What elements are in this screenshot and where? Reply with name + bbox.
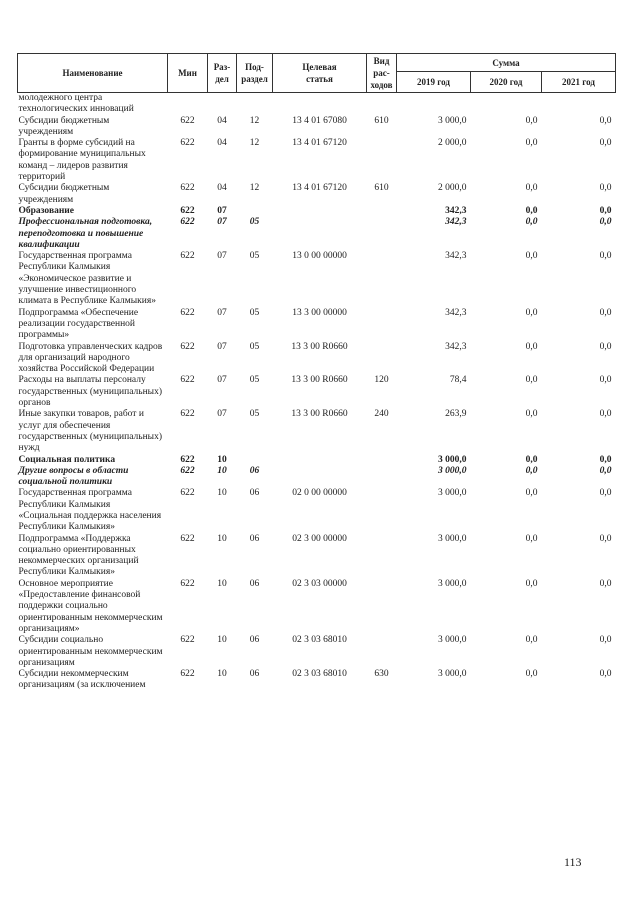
row-podrazdel: 05: [249, 251, 260, 262]
row-vid: [367, 635, 397, 669]
row-min: 622: [180, 251, 195, 262]
row-name: Государственная программа Республики Калмыкия «Экономическое развитие и улучшение инвестиционного климата в Республике Калмыкия»: [18, 251, 156, 307]
row-value-2019: 263,9: [445, 409, 467, 420]
row-value-2020: 0,0: [525, 488, 538, 499]
row-podrazdel: 12: [249, 115, 260, 126]
row-name: Образование: [18, 205, 74, 216]
header-razdel: Раз- дел: [208, 54, 237, 93]
row-value-2021: 0,0: [599, 138, 612, 149]
table-row: [18, 488, 616, 533]
row-target: 13 4 01 67080: [292, 115, 347, 126]
row-podrazdel: 12: [249, 138, 260, 149]
header-min: Мин: [168, 54, 208, 93]
header-name: Наименование: [18, 54, 168, 93]
row-name: Субсидии социально ориентированным некоммерческим организациям: [18, 635, 163, 668]
row-target: 13 0 00 00000: [292, 251, 347, 262]
row-razdel: 10: [217, 669, 227, 680]
row-min: 622: [180, 307, 195, 318]
row-min: 622: [180, 409, 195, 420]
row-min: 622: [180, 341, 195, 352]
row-value-2020: 0,0: [525, 454, 538, 465]
row-razdel: 10: [217, 635, 227, 646]
row-razdel: 04: [217, 115, 227, 126]
row-value-2019: 3 000,0: [438, 669, 467, 680]
row-value-2020: 0,0: [525, 251, 538, 262]
row-razdel: 10: [217, 488, 227, 499]
row-razdel: 10: [217, 533, 227, 544]
row-target: 13 4 01 67120: [292, 138, 347, 149]
row-podrazdel: 06: [249, 533, 260, 544]
table-row: [18, 669, 616, 692]
row-razdel: 07: [217, 341, 227, 352]
row-min: 622: [180, 488, 195, 499]
table-row: [18, 579, 616, 635]
row-vid: 630: [374, 669, 389, 680]
row-value-2019: 3 000,0: [438, 635, 467, 646]
budget-table: [17, 53, 616, 692]
row-target: [273, 93, 367, 116]
row-target: [273, 217, 367, 251]
row-value-2021: 0,0: [599, 307, 612, 318]
row-value-2020: 0,0: [525, 217, 538, 228]
row-podrazdel: 06: [249, 669, 260, 680]
row-vid: [367, 466, 397, 489]
row-razdel: 04: [217, 183, 227, 194]
row-razdel: 07: [217, 217, 227, 228]
row-name: Государственная программа Республики Калмыкия «Социальная поддержка населения Республики Калмыкия»: [18, 488, 162, 533]
row-name: Субсидии некоммерческим организациям (за исключением: [18, 669, 146, 691]
row-name: Другие вопросы в области социальной политики: [18, 465, 129, 488]
row-target: 02 3 03 68010: [292, 669, 347, 680]
header-summa: Сумма: [397, 54, 616, 72]
row-name: Расходы на выплаты персоналу государственных (муниципальных) органов: [18, 375, 162, 409]
row-min: 622: [180, 669, 195, 680]
row-podrazdel: 05: [249, 341, 260, 352]
row-name: Основное мероприятие «Предоставление финансовой поддержки социально ориентированным некоммерческим организациям»: [18, 578, 163, 634]
row-value-2021: 0,0: [599, 578, 612, 589]
row-value-2020: 0,0: [525, 375, 538, 386]
header-2020: 2020 год: [471, 72, 542, 93]
row-value-2021: 0,0: [599, 465, 612, 476]
row-name: Подготовка управленческих кадров для организаций народного хозяйства Российской Федерации: [18, 341, 163, 375]
row-min: 622: [180, 183, 195, 194]
row-razdel: 07: [217, 307, 227, 318]
row-podrazdel: 06: [249, 465, 260, 476]
row-value-2019: 3 000,0: [438, 488, 467, 499]
table-row: [18, 466, 616, 489]
row-name: Гранты в форме субсидий на формирование муниципальных команд – лидеров развития территорий: [18, 138, 146, 183]
row-value-2019: 342,3: [445, 217, 467, 228]
row-min: 622: [180, 217, 195, 228]
row-value-2021: 0,0: [599, 488, 612, 499]
row-value-2021: 0,0: [599, 669, 612, 680]
row-podrazdel: 05: [249, 307, 260, 318]
row-value-2020: 0,0: [525, 183, 538, 194]
row-value-2020: [471, 93, 542, 116]
row-podrazdel: 06: [249, 578, 260, 589]
row-podrazdel: [237, 206, 273, 217]
row-podrazdel: 06: [249, 635, 260, 646]
page-number: 113: [564, 855, 582, 869]
row-podrazdel: 12: [249, 183, 260, 194]
table-row: [18, 116, 616, 139]
row-razdel: 10: [217, 454, 227, 465]
table-row: [18, 93, 616, 116]
row-name: Субсидии бюджетным учреждениям: [18, 115, 110, 137]
row-podrazdel: 05: [249, 375, 260, 386]
row-name: Профессиональная подготовка, переподготовка и повышение квалификации: [18, 217, 153, 250]
row-value-2019: 3 000,0: [438, 578, 467, 589]
row-razdel: 07: [217, 251, 227, 262]
row-vid: [367, 534, 397, 579]
row-vid: 120: [374, 375, 389, 386]
row-value-2021: 0,0: [599, 454, 612, 465]
row-target: [273, 455, 367, 466]
row-razdel: [208, 93, 237, 116]
row-value-2019: 342,3: [445, 251, 467, 262]
row-min: 622: [180, 138, 195, 149]
row-value-2019: 3 000,0: [438, 465, 467, 476]
row-value-2021: 0,0: [599, 183, 612, 194]
table-row: [18, 251, 616, 307]
row-value-2021: [542, 93, 616, 116]
row-value-2021: 0,0: [599, 251, 612, 262]
row-value-2019: 3 000,0: [438, 533, 467, 544]
table-row: [18, 206, 616, 217]
row-value-2019: 342,3: [445, 307, 467, 318]
row-value-2020: 0,0: [525, 669, 538, 680]
row-vid: [367, 251, 397, 307]
row-value-2021: 0,0: [599, 341, 612, 352]
row-target: 13 3 00 R0660: [291, 341, 348, 352]
header-celevaya: Целевая статья: [273, 54, 367, 93]
row-vid: 240: [374, 409, 389, 420]
row-vid: [367, 93, 397, 116]
row-podrazdel: 05: [249, 217, 260, 228]
row-value-2020: 0,0: [525, 465, 538, 476]
row-min: 622: [180, 635, 195, 646]
row-name: Социальная политика: [18, 454, 116, 465]
row-value-2021: 0,0: [599, 375, 612, 386]
row-value-2021: 0,0: [599, 533, 612, 544]
row-vid: [367, 488, 397, 533]
table-row: [18, 635, 616, 669]
table-row: [18, 375, 616, 409]
row-value-2021: 0,0: [599, 205, 612, 216]
row-vid: [367, 217, 397, 251]
row-vid: 610: [374, 115, 389, 126]
row-value-2020: 0,0: [525, 341, 538, 352]
row-value-2021: 0,0: [599, 217, 612, 228]
table-row: [18, 308, 616, 342]
row-value-2019: 342,3: [445, 341, 467, 352]
row-razdel: 07: [217, 205, 227, 216]
row-value-2019: 78,4: [449, 375, 467, 386]
row-target: [273, 466, 367, 489]
row-podrazdel: 05: [249, 409, 260, 420]
row-value-2019: 3 000,0: [438, 115, 467, 126]
row-min: 622: [180, 205, 195, 216]
row-name: молодежного центра технологических инноваций: [18, 93, 134, 115]
row-value-2020: 0,0: [525, 138, 538, 149]
row-vid: [367, 455, 397, 466]
row-min: [168, 93, 208, 116]
row-target: 02 3 00 00000: [292, 533, 347, 544]
row-target: 02 3 03 68010: [292, 635, 347, 646]
row-value-2021: 0,0: [599, 115, 612, 126]
row-podrazdel: [237, 93, 273, 116]
table-row: [18, 409, 616, 454]
row-value-2020: 0,0: [525, 578, 538, 589]
row-podrazdel: [237, 455, 273, 466]
row-name: Иные закупки товаров, работ и услуг для обеспечения государственных (муниципальных) нужд: [18, 409, 162, 454]
row-razdel: 04: [217, 138, 227, 149]
row-target: [273, 206, 367, 217]
row-target: 13 3 00 R0660: [291, 409, 348, 420]
row-value-2019: 2 000,0: [438, 183, 467, 194]
row-value-2020: 0,0: [525, 409, 538, 420]
row-vid: 610: [374, 183, 389, 194]
table-row: [18, 138, 616, 183]
row-value-2021: 0,0: [599, 635, 612, 646]
row-razdel: 07: [217, 409, 227, 420]
row-min: 622: [180, 465, 195, 476]
row-target: 13 3 00 00000: [292, 307, 347, 318]
row-target: 13 3 00 R0660: [291, 375, 348, 386]
header-2019: 2019 год: [397, 72, 471, 93]
row-vid: [367, 308, 397, 342]
header-vid: Вид рас- ходов: [367, 54, 397, 93]
row-vid: [367, 138, 397, 183]
row-value-2020: 0,0: [525, 115, 538, 126]
row-target: 02 3 03 00000: [292, 578, 347, 589]
table-row: [18, 217, 616, 251]
table-row: [18, 455, 616, 466]
row-value-2020: 0,0: [525, 205, 538, 216]
row-value-2020: 0,0: [525, 533, 538, 544]
row-name: Субсидии бюджетным учреждениям: [18, 183, 110, 205]
row-name: Подпрограмма «Обеспечение реализации государственной программы»: [18, 307, 139, 341]
row-razdel: 10: [217, 465, 227, 476]
table-row: [18, 342, 616, 376]
row-podrazdel: 06: [249, 488, 260, 499]
row-target: 13 4 01 67120: [292, 183, 347, 194]
table-row: [18, 183, 616, 206]
row-vid: [367, 579, 397, 635]
row-value-2020: 0,0: [525, 307, 538, 318]
row-min: 622: [180, 375, 195, 386]
row-value-2019: 3 000,0: [438, 454, 467, 465]
row-vid: [367, 206, 397, 217]
row-value-2021: 0,0: [599, 409, 612, 420]
table-row: [18, 534, 616, 579]
row-name: Подпрограмма «Поддержка социально ориентированных некоммерческих организаций Республики Калмыкия»: [18, 533, 139, 578]
row-min: 622: [180, 454, 195, 465]
row-value-2019: 342,3: [445, 205, 467, 216]
row-value-2019: 2 000,0: [438, 138, 467, 149]
row-target: 02 0 00 00000: [292, 488, 347, 499]
header-podrazdel: Под- раздел: [237, 54, 273, 93]
row-vid: [367, 342, 397, 376]
row-value-2020: 0,0: [525, 635, 538, 646]
row-min: 622: [180, 578, 195, 589]
row-razdel: 10: [217, 578, 227, 589]
row-value-2019: [397, 93, 471, 116]
row-min: 622: [180, 533, 195, 544]
header-2021: 2021 год: [542, 72, 616, 93]
row-razdel: 07: [217, 375, 227, 386]
table-body: [18, 93, 616, 692]
row-min: 622: [180, 115, 195, 126]
